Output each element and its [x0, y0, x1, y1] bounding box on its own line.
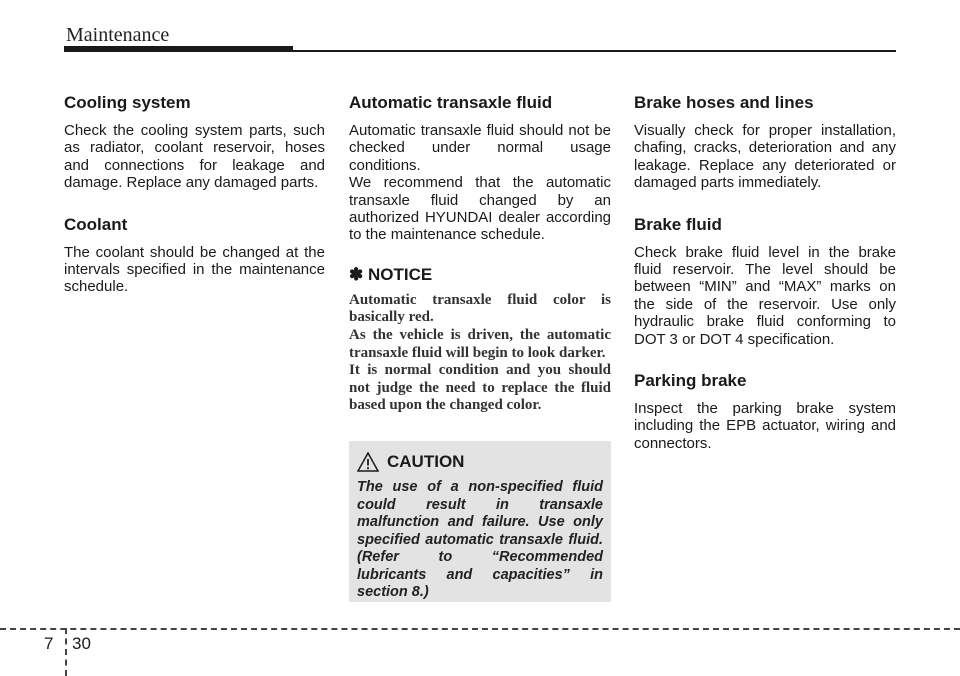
- parking-brake-text: Inspect the parking brake system including the EPB actuator, wiring and connectors.: [634, 400, 896, 452]
- section-title-automatic-transaxle-fluid: Automatic transaxle fluid: [349, 93, 553, 112]
- chapter-number: 7: [44, 634, 54, 653]
- brake-fluid-text: Check brake fluid level in the brake fluid reservoir. The level should be between “MIN” and “MAX” marks on the side of the reservoir. Use only hydraulic brake fluid conforming to DOT 3 or DOT 4 specification.: [634, 243, 896, 348]
- column-right: [634, 92, 896, 452]
- section-title-parking-brake: Parking brake: [634, 371, 747, 391]
- cooling-system-text: Check the cooling system parts, such as radiator, coolant reservoir, hoses and connections for leakage and damage. Replace any damaged parts.: [64, 122, 325, 192]
- brake-hoses-text: Visually check for proper installation, chafing, cracks, deterioration and any leakage. Replace any deteriorated or damaged parts immediately.: [634, 122, 896, 192]
- section-title-coolant: Coolant: [64, 214, 128, 234]
- column-left: [64, 92, 325, 296]
- page-number: 30: [72, 634, 91, 653]
- column-middle: [349, 92, 611, 415]
- header-title: Maintenance: [66, 24, 170, 46]
- caution-title: CAUTION: [387, 452, 465, 471]
- section-title-brake-hoses: Brake hoses and lines: [634, 93, 814, 112]
- atf-text-2: We recommend that the automatic transaxle fluid changed by an authorized HYUNDAI dealer according to the maintenance schedule.: [349, 174, 611, 244]
- footer-divider: [65, 628, 67, 676]
- notice-title: ✽ NOTICE: [349, 264, 433, 284]
- caution-box: [349, 441, 611, 602]
- footer-rule: [0, 628, 960, 630]
- section-title-cooling-system: Cooling system: [64, 93, 191, 112]
- coolant-text: The coolant should be changed at the intervals specified in the maintenance schedule.: [64, 243, 325, 296]
- notice-text-2: As the vehicle is driven, the automatic transaxle fluid will begin to look darker.: [349, 327, 611, 361]
- warning-triangle-icon: [357, 452, 379, 472]
- notice-text-1: Automatic transaxle fluid color is basically red.: [349, 291, 611, 326]
- atf-text-1: Automatic transaxle fluid should not be checked under normal usage conditions.: [349, 122, 611, 174]
- notice-text-3: It is normal condition and you should not judge the need to replace the fluid based upon the changed color.: [349, 362, 611, 414]
- header-rule: [293, 50, 896, 52]
- caution-text: The use of a non-specified fluid could result in transaxle malfunction and failure. Use only specified automatic transaxle fluid. (Refer to “Recommended lubricants and capacities” in section 8.): [357, 479, 603, 600]
- header-bar: [64, 46, 293, 52]
- caution-header: [357, 451, 603, 473]
- section-title-brake-fluid: Brake fluid: [634, 214, 722, 234]
